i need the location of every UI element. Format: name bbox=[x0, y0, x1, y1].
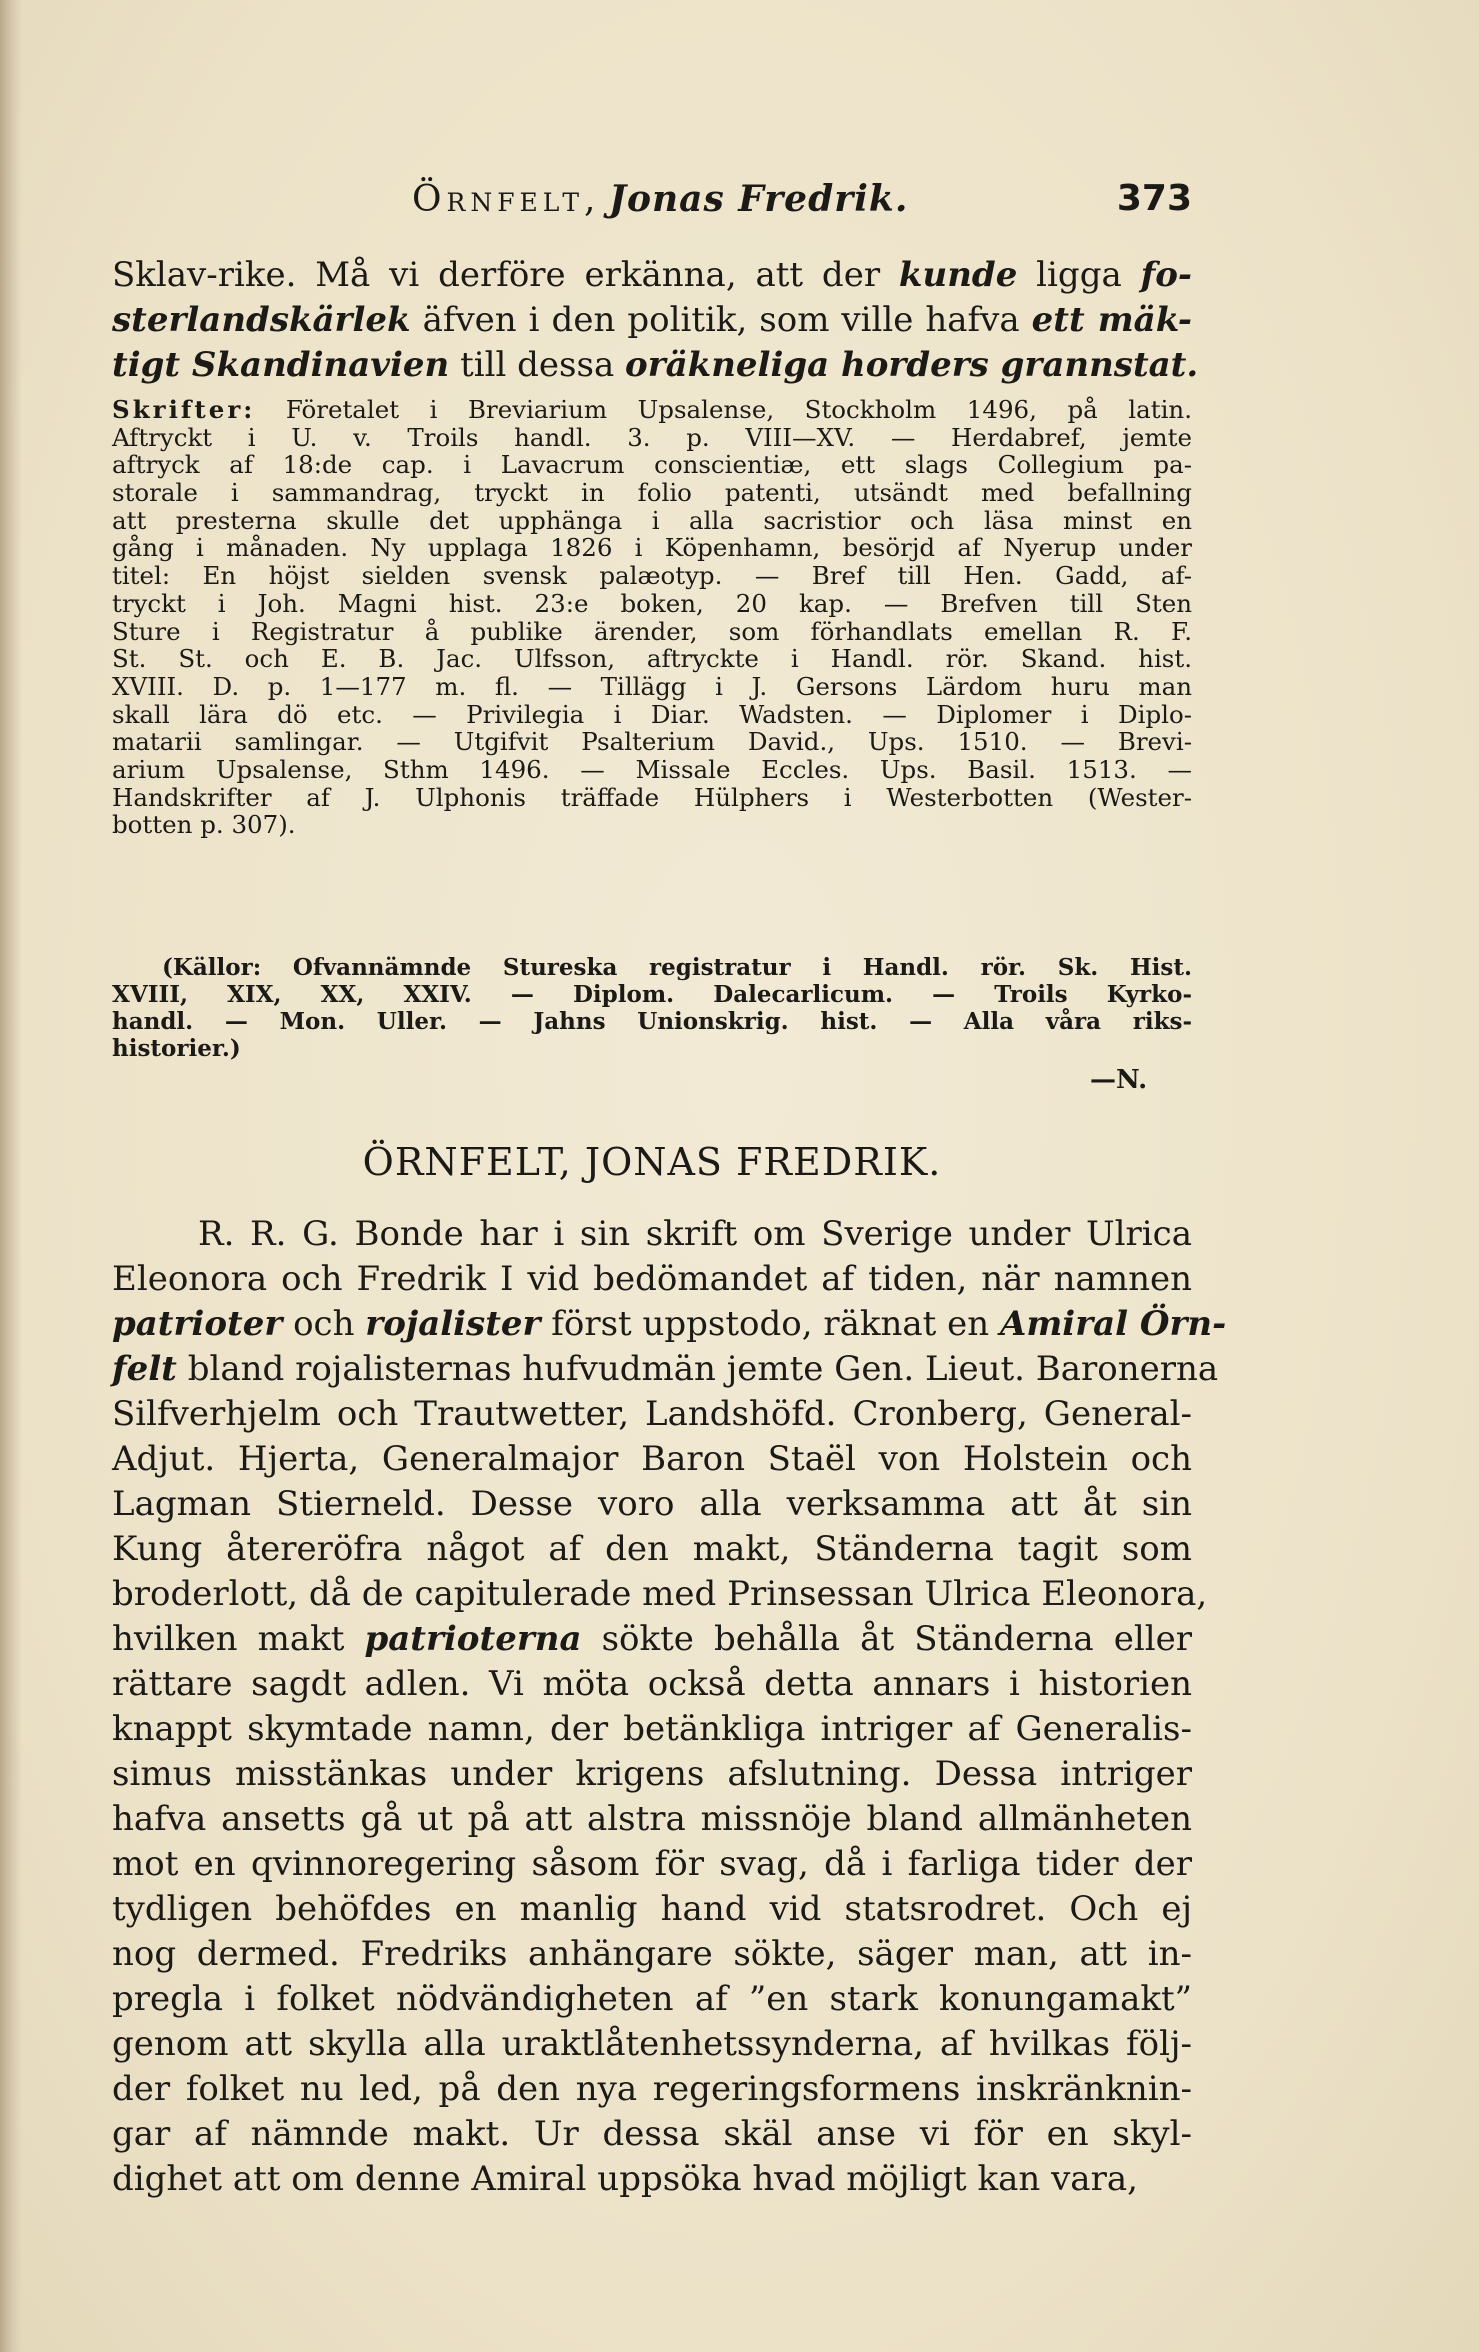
text-line bbox=[112, 1707, 1192, 1752]
text-line bbox=[112, 756, 1192, 784]
sources-note bbox=[112, 954, 1192, 1062]
text-run: Sture i Registratur å publike ärender, som förhandlats emellan R. F. bbox=[112, 616, 1192, 646]
text-line bbox=[112, 1617, 1192, 1662]
text-run: XVIII. D. p. 1—177 m. fl. — Tillägg i J. Gersons Lärdom huru man bbox=[112, 671, 1192, 701]
italic-phrase: patrioter bbox=[112, 1304, 283, 1344]
text-run: (Källor: Ofvannämnde Stureska registratur i Handl. rör. Sk. Hist. bbox=[162, 954, 1192, 981]
text-run: gar af nämnde makt. Ur dessa skäl anse vi för en skyl- bbox=[112, 2114, 1192, 2154]
text-run: Lagman Stierneld. Desse voro alla verksamma att åt sin bbox=[112, 1484, 1192, 1524]
text-run: först uppstodo, räknat en bbox=[540, 1304, 1000, 1344]
text-line bbox=[112, 673, 1192, 701]
text-run: broderlott, då de capitulerade med Prinsessan Ulrica Eleonora, bbox=[112, 1574, 1208, 1614]
text-line bbox=[112, 1932, 1192, 1977]
writings-list bbox=[112, 396, 1192, 839]
text-run: historier.) bbox=[112, 1035, 241, 1062]
text-line bbox=[112, 534, 1192, 562]
text-run: tryckt i Joh. Magni hist. 23:e boken, 20 kap. — Brefven till Sten bbox=[112, 588, 1192, 618]
text-run: och bbox=[282, 1304, 366, 1344]
text-line bbox=[112, 507, 1192, 535]
text-line bbox=[112, 1977, 1192, 2022]
text-line bbox=[112, 618, 1192, 646]
text-run: till dessa bbox=[449, 345, 626, 385]
text-line bbox=[112, 1482, 1192, 1527]
text-run: knappt skymtade namn, der betänkliga intriger af Generalis- bbox=[112, 1709, 1192, 1749]
text-line bbox=[112, 981, 1192, 1008]
text-run: genom att skylla alla uraktlåtenhetssynderna, af hvilkas följ- bbox=[112, 2024, 1192, 2064]
text-run: dighet att om denne Amiral uppsöka hvad möjligt kan vara, bbox=[112, 2159, 1138, 2199]
text-run: att presterna skulle det upphänga i alla sacristior och läsa minst en bbox=[112, 505, 1192, 535]
text-line bbox=[112, 1842, 1192, 1887]
italic-phrase: sterlandskärlek bbox=[112, 300, 411, 340]
text-run: Eleonora och Fredrik I vid bedömandet af tiden, när namnen bbox=[112, 1259, 1192, 1299]
text-line bbox=[112, 298, 1192, 343]
text-run: mot en qvinnoregering såsom för svag, då i farliga tider der bbox=[112, 1844, 1192, 1884]
text-run: handl. — Mon. Uller. — Jahns Unionskrig. hist. — Alla våra riks- bbox=[112, 1008, 1192, 1035]
italic-phrase: oräkneliga horders grannstat. bbox=[625, 345, 1199, 385]
text-line bbox=[112, 1797, 1192, 1842]
italic-phrase: tigt Skandinavien bbox=[112, 345, 450, 385]
text-line bbox=[112, 1302, 1227, 1347]
author-signature: —N. bbox=[1090, 1065, 1148, 1095]
text-run: ligga bbox=[1017, 255, 1141, 295]
text-line bbox=[112, 2157, 1192, 2202]
text-run: simus misstänkas under krigens afslutning. Dessa intriger bbox=[112, 1754, 1192, 1794]
page-binding-edge bbox=[0, 0, 22, 2352]
text-line bbox=[112, 1008, 1192, 1035]
text-run: pregla i folket nödvändigheten af ”en stark konungamakt” bbox=[112, 1979, 1192, 2019]
text-line bbox=[112, 811, 1192, 839]
text-line bbox=[112, 784, 1192, 812]
text-run: äfven i den politik, som ville hafva bbox=[410, 300, 1032, 340]
section-heading: ÖRNFELT, JONAS FREDRIK. bbox=[362, 1140, 942, 1184]
text-line bbox=[112, 1347, 1219, 1392]
text-run: sökte behålla åt Ständerna eller bbox=[581, 1619, 1192, 1659]
text-run: storale i sammandrag, tryckt in folio patenti, utsändt med befallning bbox=[112, 478, 1192, 508]
text-line bbox=[112, 451, 1192, 479]
page-header bbox=[112, 178, 1192, 228]
text-run: der folket nu led, på den nya regeringsformens inskränknin- bbox=[112, 2069, 1192, 2109]
text-line bbox=[112, 1887, 1192, 1932]
text-line bbox=[112, 2112, 1192, 2157]
text-run: rättare sagdt adlen. Vi möta också detta annars i historien bbox=[112, 1664, 1192, 1704]
text-run: Sklav-rike. Må vi derföre erkänna, att der bbox=[112, 255, 899, 295]
text-line bbox=[112, 1437, 1192, 1482]
text-run: Aftryckt i U. v. Troils handl. 3. p. VIII—XV. — Herdabref, jemte bbox=[112, 422, 1192, 452]
text-line bbox=[112, 590, 1192, 618]
italic-phrase: ett mäk- bbox=[1031, 300, 1192, 340]
text-run: gång i månaden. Ny upplaga 1826 i Köpenhamn, besörjd af Nyerup under bbox=[112, 533, 1192, 563]
text-line bbox=[112, 479, 1192, 507]
text-run: Adjut. Hjerta, Generalmajor Baron Staël von Holstein och bbox=[112, 1439, 1192, 1479]
text-run: St. St. och E. B. Jac. Ulfsson, aftryckte i Handl. rör. Skand. hist. bbox=[112, 644, 1192, 674]
text-run: tydligen behöfdes en manlig hand vid statsrodret. Och ej bbox=[112, 1889, 1192, 1929]
italic-phrase: felt bbox=[112, 1349, 177, 1389]
text-run: titel: En höjst sielden svensk palæotyp. — Bref till Hen. Gadd, af- bbox=[112, 561, 1192, 591]
text-line bbox=[112, 2022, 1192, 2067]
text-line bbox=[112, 1392, 1192, 1437]
text-line bbox=[112, 645, 1192, 673]
italic-phrase: Amiral Örn- bbox=[999, 1304, 1227, 1344]
text-run: R. R. G. Bonde har i sin skrift om Sverige under Ulrica bbox=[198, 1214, 1192, 1254]
italic-phrase: patrioterna bbox=[364, 1619, 582, 1659]
text-run: XVIII, XIX, XX, XXIV. — Diplom. Dalecarlicum. — Troils Kyrko- bbox=[112, 981, 1192, 1008]
text-run: hafva ansetts gå ut på att alstra missnöje bland allmänheten bbox=[112, 1799, 1192, 1839]
text-run: aftryck af 18:de cap. i Lavacrum conscientiæ, ett slags Collegium pa- bbox=[112, 450, 1192, 480]
text-line bbox=[112, 2067, 1192, 2112]
writings-lead: Skrifter: bbox=[112, 395, 256, 424]
text-run: Silfverhjelm och Trautwetter, Landshöfd. Cronberg, General- bbox=[112, 1394, 1192, 1434]
text-line bbox=[112, 396, 1192, 424]
text-line bbox=[112, 1035, 1192, 1062]
running-head: Örnfelt, Jonas Fredrik. bbox=[412, 178, 909, 220]
text-line bbox=[112, 728, 1192, 756]
text-line bbox=[112, 1257, 1192, 1302]
text-line bbox=[112, 1752, 1192, 1797]
running-head-surname: Örnfelt bbox=[412, 179, 585, 220]
text-run: Kung återeröfra något af den makt, Ständerna tagit som bbox=[112, 1529, 1192, 1569]
continuation-paragraph bbox=[112, 253, 1199, 388]
text-run: nog dermed. Fredriks anhängare sökte, säger man, att in- bbox=[112, 1934, 1192, 1974]
text-line bbox=[112, 701, 1192, 729]
text-run: hvilken makt bbox=[112, 1619, 365, 1659]
text-run: Handskrifter af J. Ulphonis träffade Hülphers i Westerbotten (Wester- bbox=[112, 782, 1192, 812]
text-line bbox=[112, 1527, 1192, 1572]
italic-phrase: fo- bbox=[1140, 255, 1192, 295]
page-number: 373 bbox=[1116, 178, 1192, 219]
italic-phrase: kunde bbox=[898, 255, 1018, 295]
text-line bbox=[112, 424, 1192, 452]
running-head-given-names: Jonas Fredrik. bbox=[608, 178, 909, 220]
article-body bbox=[112, 1212, 1227, 2202]
text-run: matarii samlingar. — Utgifvit Psalterium David., Ups. 1510. — Brevi- bbox=[112, 727, 1192, 757]
text-run: botten p. 307). bbox=[112, 810, 296, 840]
text-line bbox=[112, 1212, 1192, 1257]
italic-phrase: rojalister bbox=[365, 1304, 541, 1344]
text-line bbox=[112, 253, 1192, 298]
text-run: bland rojalisternas hufvudmän jemte Gen. Lieut. Baronerna bbox=[176, 1349, 1219, 1389]
text-line bbox=[112, 1662, 1192, 1707]
text-run: skall lära dö etc. — Privilegia i Diar. Wadsten. — Diplomer i Diplo- bbox=[112, 699, 1192, 729]
text-line bbox=[112, 1572, 1208, 1617]
text-line bbox=[112, 343, 1199, 388]
text-line bbox=[162, 954, 1192, 981]
text-run: arium Upsalense, Sthm 1496. — Missale Eccles. Ups. Basil. 1513. — bbox=[112, 754, 1192, 784]
text-run: Företalet i Breviarium Upsalense, Stockholm 1496, på latin. bbox=[285, 395, 1192, 424]
text-line bbox=[112, 562, 1192, 590]
